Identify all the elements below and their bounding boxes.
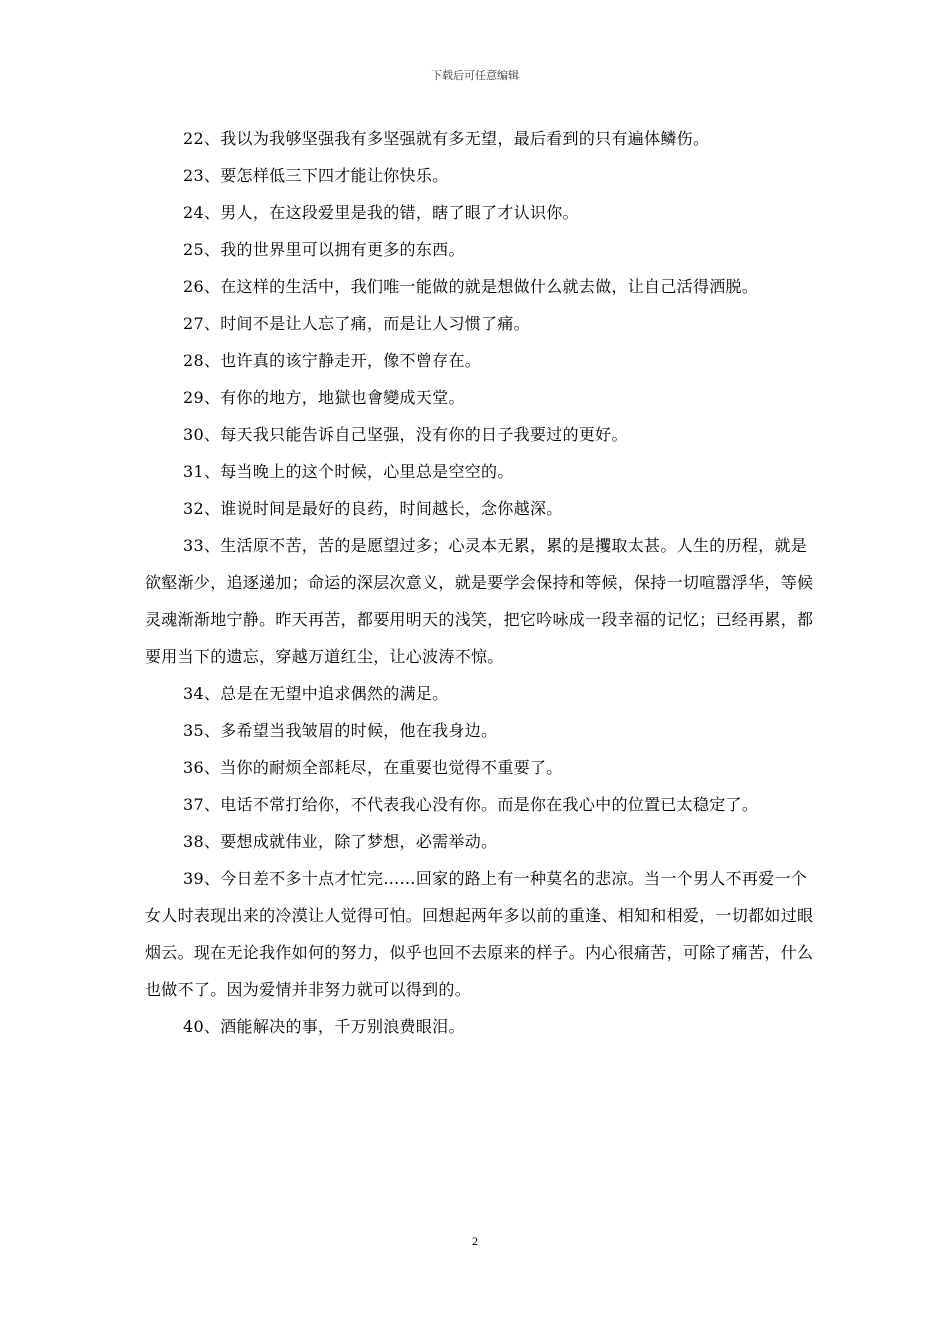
list-item: 23、要怎样低三下四才能让你快乐。 (183, 166, 449, 185)
list-item: 36、当你的耐烦全部耗尽，在重要也觉得不重要了。 (183, 758, 563, 777)
list-item: 22、我以为我够坚强我有多坚强就有多无望，最后看到的只有遍体鳞伤。 (183, 129, 710, 148)
list-item: 27、时间不是让人忘了痛，而是让人习惯了痛。 (183, 314, 530, 333)
list-item: 29、有你的地方，地獄也會變成天堂。 (183, 388, 465, 407)
list-item: 35、多希望当我皱眉的时候，他在我身边。 (183, 721, 498, 740)
list-item: 30、每天我只能告诉自己坚强，没有你的日子我要过的更好。 (183, 425, 628, 444)
list-item: 32、谁说时间是最好的良药，时间越长，念你越深。 (183, 499, 563, 518)
list-item: 24、男人，在这段爱里是我的错，瞎了眼了才认识你。 (183, 203, 579, 222)
page-header: 下载后可任意编辑 (431, 69, 519, 82)
list-item: 28、也许真的该宁静走开，像不曾存在。 (183, 351, 482, 370)
list-item: 38、要想成就伟业，除了梦想，必需举动。 (183, 832, 498, 851)
list-item: 33、生活原不苦，苦的是愿望过多；心灵本无累，累的是攫取太甚。人生的历程，就是欲壑渐少，追逐递加；命运的深层次意义，就是要学会保持和等候，保持一切喧嚣浮华，等候灵魂渐渐地宁静。昨天再苦，都要用明天的浅笑，把它吟咏成一段幸福的记忆；已经再累，都要用当下的遗忘，穿越万道红尘，让心波涛不惊。 (145, 536, 814, 666)
page-number: 2 (472, 1234, 478, 1248)
list-item: 31、每当晚上的这个时候，心里总是空空的。 (183, 462, 514, 481)
document-body (145, 120, 815, 1045)
list-item: 40、酒能解决的事，千万别浪费眼泪。 (183, 1017, 465, 1036)
list-item: 25、我的世界里可以拥有更多的东西。 (183, 240, 465, 259)
list-item: 34、总是在无望中追求偶然的满足。 (183, 684, 449, 703)
list-item: 37、电话不常打给你，不代表我心没有你。而是你在我心中的位置已太稳定了。 (183, 795, 759, 814)
list-item: 26、在这样的生活中，我们唯一能做的就是想做什么就去做，让自己活得洒脱。 (183, 277, 759, 296)
list-item: 39、今日差不多十点才忙完……回家的路上有一种莫名的悲凉。当一个男人不再爱一个女人时表现出来的冷漠让人觉得可怕。回想起两年多以前的重逢、相知和相爱，一切都如过眼烟云。现在无论我作如何的努力，似乎也回不去原来的样子。内心很痛苦，可除了痛苦，什么也做不了。因为爱情并非努力就可以得到的。 (145, 869, 814, 999)
